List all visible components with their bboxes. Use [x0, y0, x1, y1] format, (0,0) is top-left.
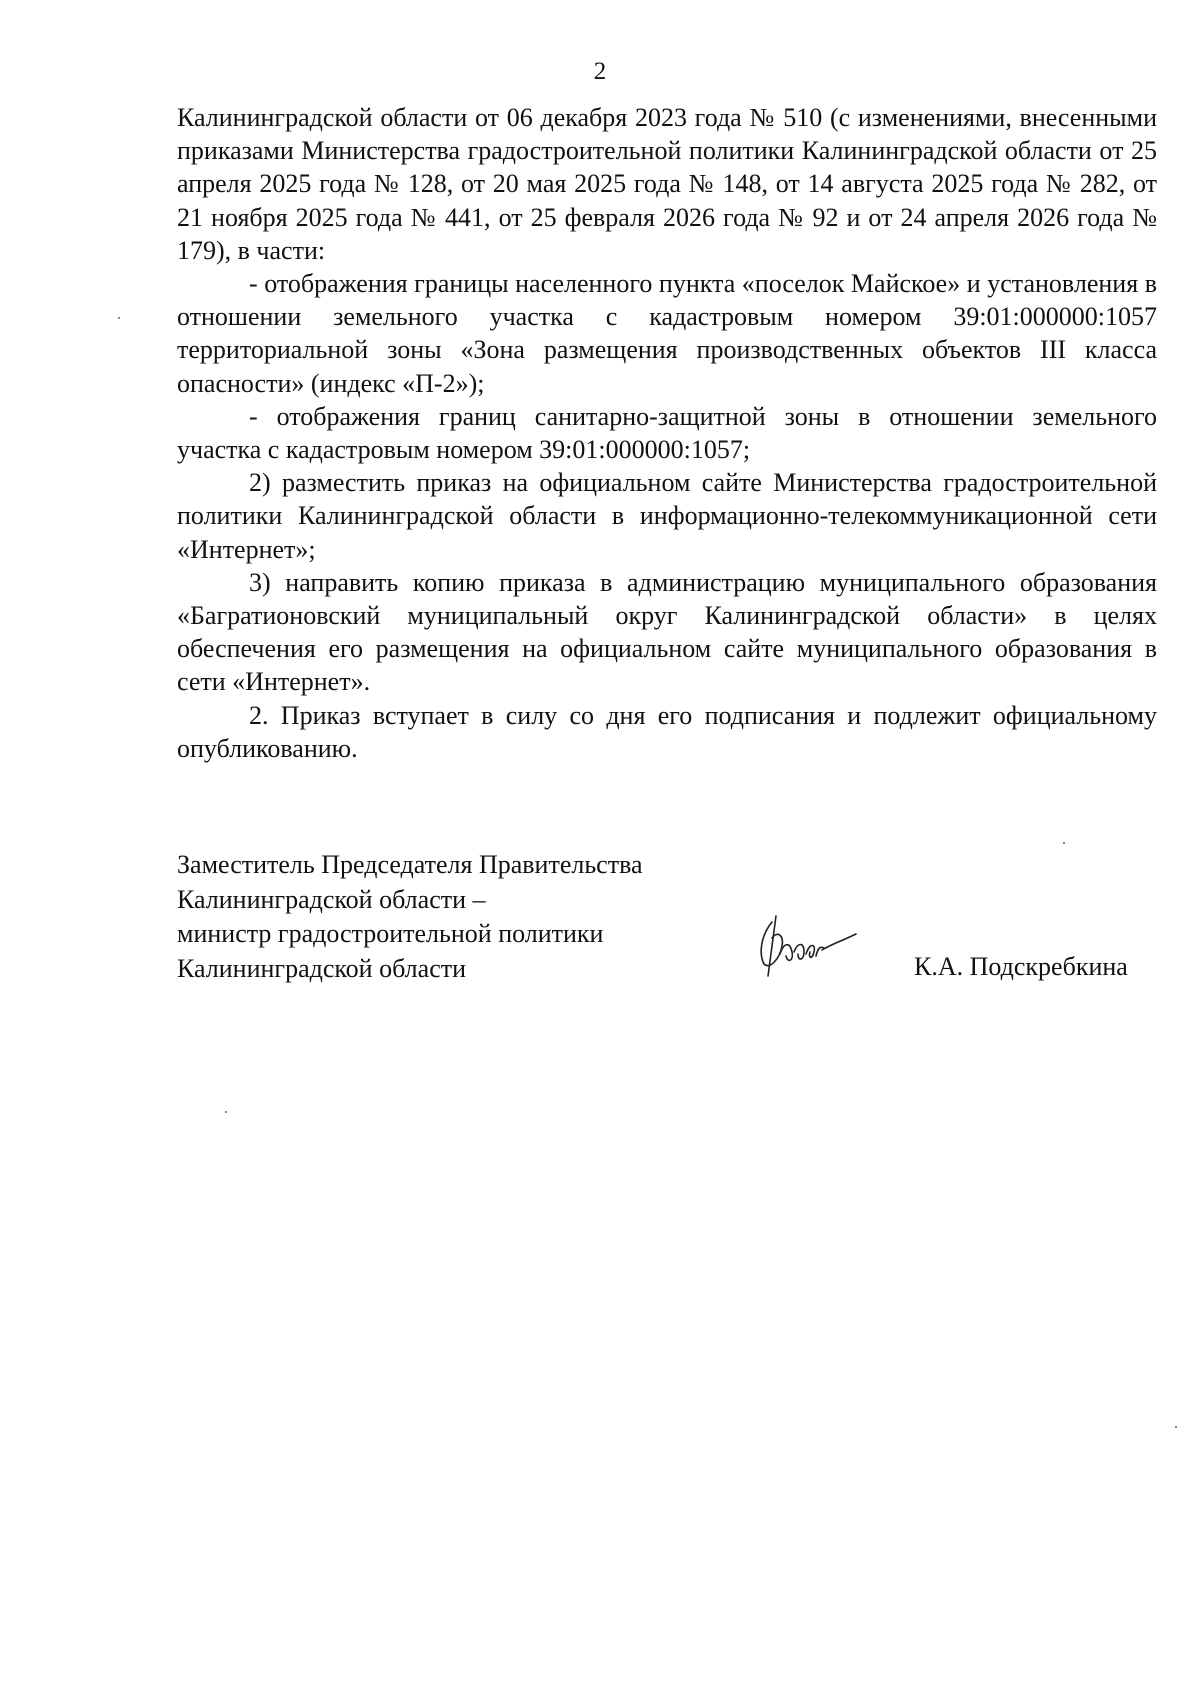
handwritten-signature	[750, 912, 860, 982]
scan-speck	[1175, 1426, 1177, 1428]
scan-speck	[225, 1111, 227, 1113]
position-line: Калининградской области	[177, 953, 467, 983]
signer-name: К.А. Подскребкина	[914, 952, 1128, 981]
paragraph-effective-date: 2. Приказ вступает в силу со дня его подписания и подлежит официальному опубликованию.	[177, 700, 1157, 763]
signatory-position	[177, 848, 643, 986]
paragraph-publish-order: 2) разместить приказ на официальном сайте Министерства градостроительной политики Калининградской области в информационно-телекоммуникационной сети «Интернет»;	[177, 468, 1157, 564]
position-line: Заместитель Председателя Правительства	[177, 850, 643, 879]
scan-speck	[1063, 842, 1065, 844]
paragraph-sanitary-zone: - отображения границ санитарно-защитной зоны в отношении земельного участка с кадастровым номером 39:01:000000:1057;	[177, 401, 1157, 465]
paragraph-intro: Калининградской области от 06 декабря 2023 года № 510 (с изменениями, внесенными приказами Министерства градостроительной политики Калининградской области от 25 апреля 2025 года № 128, от 20 мая 2025 года № 148, от 14 августа 2025 года № 282, от 21 ноября 2025 года № 441, от 25 февраля 2026 года № 92 и от 24 апреля 2026 года № 179), в части:	[177, 103, 1157, 265]
scan-speck	[118, 317, 120, 319]
paragraph-send-copy: 3) направить копию приказа в администрацию муниципального образования «Багратионовский муниципальный округ Калининградской области» в целях обеспечения его размещения на официальном сайте муниципального образования в сети «Интернет».	[177, 567, 1157, 697]
position-line: министр градостроительной политики	[177, 919, 604, 948]
document-body	[177, 101, 1157, 765]
page-number: 2	[593, 58, 607, 85]
position-line: Калининградской области –	[177, 884, 486, 914]
paragraph-settlement-boundary: - отображения границы населенного пункта «поселок Майское» и установления в отношении земельного участка с кадастровым номером 39:01:000000:1057 территориальной зоны «Зона размещения производственных объектов III класса опасности» (индекс «П-2»);	[177, 269, 1157, 398]
